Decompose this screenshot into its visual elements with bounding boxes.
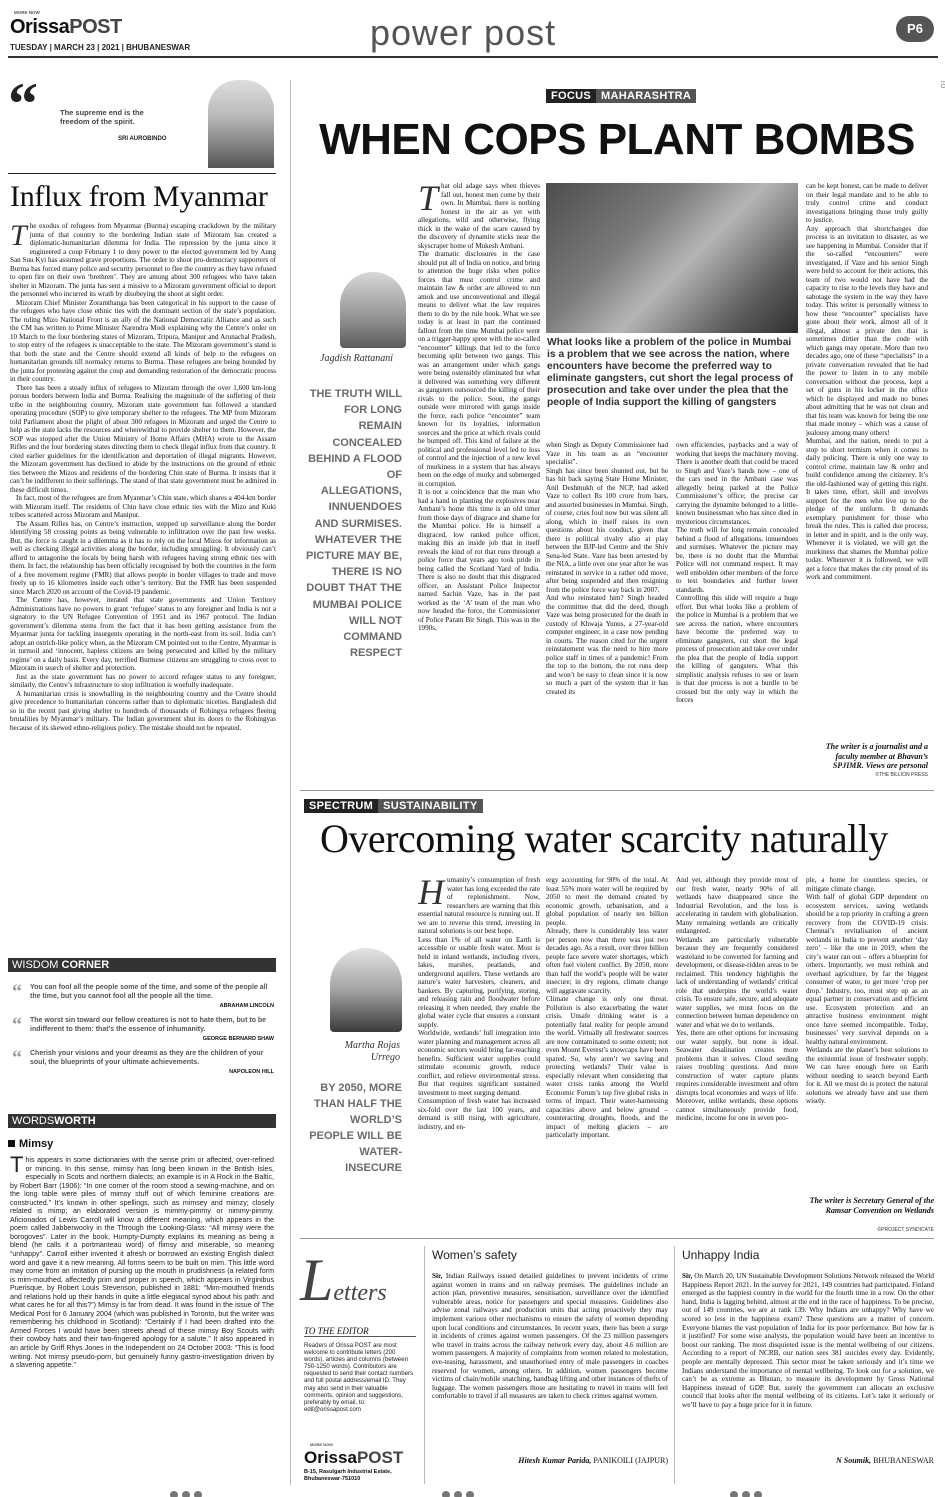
logo-tagline: MORE NOW [14,10,40,15]
focus-tag [546,86,696,104]
date-line: TUESDAY | MARCH 23 | 2021 | BHUBANESWAR [10,43,191,52]
spectrum-col1 [418,876,540,1234]
letter-body [432,1272,668,1454]
wisdom-list [12,981,274,1075]
photo-caption: What looks like a problem of the police in Mumbai is a problem that we see across the nation, where encounters have become the preferred way to eliminate gangsters, cut short the legal process of prosecution and take over under the plea that the people of India support the killing of gangsters [547,337,794,409]
spectrum-col2: ergy accounting for 90% of the total. At least 55% more water will be required by 2050 to meet the demand created by economic growth, urbanisation, and a global population of nearly ten billion people. Already, there is considerably less water per person now than there was just two decades ago. As a result, over three billion people face severe water shortages, which often fuel violent conflict. By 2050, more than half the world’s people will be water insecure; in dry regions, climate change will aggravate scarcity. Climate change is only one threat. Pollution is also exacerbating the water crisis. Unsafe drinking water is a potentially fatal reality for people around the world. Virtually all freshwater sources are now contaminated to some extent; not even Mount Everest’s snowcaps have been spared. So, why aren’t we saving and protecting wetlands? Their value is especially relevant when considering that water crisis ranks among the World Economic Forum’s top five global risks in terms of impact. Their water-harnessing capacities above and below ground – counteracting droughts, floods, and the impact of melting glaciers – are particularly important. [546,876,668,1139]
focus-bio: The writer is a journalist and a faculty member at Bhavan’s SPJIMR. Views are personal [825,742,928,770]
dropcap: T [418,182,439,218]
wisdom-text: You can fool all the people some of the time, and some of the people all the time, but you cannot fool all the people all the time. [30,984,268,1000]
editorial-paragraph: he exodus of refugees from Myanmar (Burma) escaping crackdown by the military junta of that country to the bordering Indian state of Mizoram has created a diplomatic-humanitarian dilemma for India. The repression by the junta since it engineered a coup February 1 to deny power to the elected government led by Aung San Suu Kyi has assumed grave proportions. The order to shoot pro-democracy supporters of Burma has forced many police and security personnel to flee the country as they have refused to open fire on their own ‘brethren’. They are among about 300 refugees who have taken shelter in Mizoram. The junta has sent a missive to a Mizoram government official to deport the personnel who incurred its wrath by disobeying the shoot at sight order. [10,222,276,298]
editorial-body [10,222,276,934]
wisdom-author: NAPOLEON HILL [229,1069,274,1075]
wisdom-heading [8,958,276,972]
spectrum-col4: ple, a home for countless species, or mitigate climate change. With half of global GDP dependent on ecosystem services, saving wetlands should be a top priority in crafting a green recovery from the COVID-19 crisis. Chennai’s revitalisation of ancient wetlands in India to prevent another ‘day zero’ – like the one in 2019, when the city’s water ran out – offers a blueprint for others. Importantly, we must rethink and overhaul agriculture, by far the biggest consumer of water, to get more ‘crop per drop.’ Industry, too, must step up as an equal partner in conservation and efficient use. Ecosystem protection and an attractive business environment might once have seemed incompatible. Today, businesses’ very survival depends on a healthy natural environment. Wetlands are the planet’s best solutions to the existential issue of freshwater supply. We can have enough here on Earth without needing to search beyond Earth for it. All we must do is protect the natural solutions we already have and use them wisely. [806,876,928,1105]
wisdom-author: ABRAHAM LINCOLN [219,1003,274,1009]
spectrum-tag [304,796,483,814]
quote-box [8,71,276,170]
spectrum-bio: The writer is Secretary General of the Ramsar Convention on Wetlands [809,1196,934,1215]
wisdom-author: GEORGE BERNARD SHAW [202,1036,274,1042]
letters-logo-tag: MORE NOW [310,1442,333,1447]
letters-address: B-15, Rasulgarh Industrial Estate, Bhubaneswar-751010 [304,1469,392,1482]
spectrum-credit: ©PROJECT SYNDICATE [877,1227,934,1233]
wisdom-item [12,1014,274,1042]
word-of-day [8,1138,53,1150]
focus-col3: own efficiencies, paybacks and a way of working that keeps the machinery moving. There is another death that could be traced to Singh and Vaze’s hands now – one of the cars used in the Ambani case was allegedly being parked at the Police Commissioner’s office; the precise car carrying the dynamite belonged to a little-known businessman who has since died in mysterious circumstances. The truth will for long remain concealed behind a flood of allegations, innuendoes and surmises. Whatever the picture may be, there is no doubt that the Mumbai Police will not command respect. It may well embolden other members of the force to test boundaries and further lower standards. Controlling this slide will require a huge effort. But what looks like a problem of the police in Mumbai is a problem that we see across the nation, where encounters have become the preferred way to eliminate gangsters, cut short the legal process of prosecution and take over under the plea that the people of India support the killing of gangsters. What this simplistic analysis refuses to see or learn is that due process is not a hurdle to be crossed but the only way in which the forces [676,441,798,704]
letter-salutation: Sir, [682,1272,693,1280]
focus-col2: when Singh as Deputy Commissioner had Vaze in his team as an “encounter specialist”. Singh has since been shunted out, but he has hit back saying State Home Minister, Anil Deshmukh of the NCP, had asked Vaze to collect Rs 100 crore from bars, and assorted businesses in Mumbai. Singh, of course, cries foul now but was silent all along, which in itself raises its own questions about his conduct, given that there is political rivalry also at play between the BJP-led Centre and the Shiv Sena-led State. Vaze has been arrested by the NIA, a little over one year after he was reinstated in service in a rather odd move, after being suspended and then resigning from the police force way back in 2007. And who reinstated him? Singh headed the committee that did the deed, though Vaze was being prosecuted for the death in custody of Khwaja Yunus, a 27-year-old computer engineer, in a case now pending in courts. The reason cited for the urgent reinstatement was the need to hire more police staff in times of a pandemic! From the top to the bottom, the rot runs deep and won’t be easy to clean since it is now so much a part of the system that it has created its [546,441,668,696]
focus-credit: ©THE BILLION PRESS [875,772,928,778]
side-labels [934,80,945,138]
spectrum-tag-b: SUSTAINABILITY [378,799,482,813]
wordsworth [8,1114,276,1486]
quote-text: The supreme end is the freedom of the spirit. [60,108,144,126]
column-divider [290,80,291,1485]
page-badge [896,16,934,42]
letter-title: Unhappy India [682,1248,760,1262]
signature-name: N Soumik, [835,1456,872,1465]
quote-author: SRI AUROBINDO [118,136,167,142]
focus-tag-b: MAHARASHTRA [596,89,696,103]
aurobindo-portrait [208,80,274,168]
rule [300,1238,934,1239]
logo-post: POST [356,1448,404,1467]
wordsworth-text: his appears in some dictionaries with the sense prim or affected, over-refined or mincing. In this sense, mimsy has long been known in the British Isles, especially in Scots and northern dialects; an example is in A Rock in the Baltic, by Robert Barr (1906): “In one corner of the room stood a sewing-machine, and on the long table were piles of mimsy stuff out of which feminine creations are constructed.” It’s known in other spellings, such as mimsey and mimzy; closely related is mimp; an elaborated version is mimmy-pimmy or nimmy-pimmy. Aficionados of Lewis Carroll will know a different meaning, which appears in the poem called Jabberwocky in the Through the Looking-Glass: “All mimsy were the borogoves”. Later in the book, Humpty-Dumpty explains its meaning as being a blend (he calls it a portmanteau word) of flimsy and miserable, so meaning “unhappy”. Carroll either invented it afresh or borrowed an existing English dialect word and gave it a new meaning. All forms seem to be built on mim. This little word may come from an imitation of pursing up the mouth in prudishness (a related form is mim-mouthed, affectedly prim and proper in speech, which appears in Virginibus Puerisque, by Robert Louis Stevenson, published in 1881: “Mim-mouthed friends and relations hold up their hands in quite a little elegiacal synod about his path: and what cares he for all this?”) Mimsy is far from dead. It was found in the issue of The Medical Post for 6 January 2004 (which was published in Toronto, but the writer was remembering his childhood in Scotland): “Certainly if I had been drafted into the Armed Forces I would have been streets ahead of these mimsy Boy Scouts with their cowboy hats and their two-fingered apology for a salute.” It also appeared in an article by Griff Rhys Jones in the Independent on 24 October 2003: “This is food writing. Not mimsy pseudo-porn, but genuinely funny gastro-investigation driven by a slavering appetite.” [10,1156,274,1370]
dropcap: T [10,222,27,252]
footer-dots-left [168,1486,204,1497]
dropcap: H [418,876,444,912]
focus-col1 [418,182,540,775]
masthead-logo[interactable] [10,16,122,38]
letter-1 [432,1248,668,1484]
spectrum-tag-a: SPECTRUM [304,799,378,813]
wisdom-item [12,981,274,1009]
letter-text: Indian Railways issued detailed guidelines to prevent incidents of crime against women in trains and on railway premises. The guidelines include an action plan, preventive measures, sensitisation, surveillance over the identified vulnerable areas, notice for passengers and special measures. Guidelines also advise zonal railways and production units that acting proactively they may implement various other mechanisms to ensure the safety of women depending upon local conditions and circumstances. In recent years, there has been a surge in incidents of crimes against women passengers. Of the 23 million passengers who travel in trains across the railway network every day, about 4.6 million are women passengers. A majority of complaints from women related to molestation, eve-teasing, harassment, and unauthorised entry of male passengers in coaches reserved for women, among others. In addition, women passengers become victims of chain/mobile snatching, handbag lifting and other instances of thefts of luggage. The women passengers those are hesitating to travel in trains will feel comfortable to travel if all measures are taken to check crimes against women. [432,1272,668,1401]
wisdom-text: The worst sin toward our fellow creatures is not to hate them, but to be indifferent to them: that’s the essence of inhumanity. [30,1017,267,1033]
dropcap: T [10,1156,24,1177]
letter-text: On March 20, UN Sustainable Development Solutions Network released the World Happiness Report 2021. In the survey for 2021, 149 countries had participated. Finland emerged as the happiest country in the world for the fourth time in a row. On the other hand, India is lagging behind, almost at the end in the race of happiness. To be precise, out of 149 countries, we are at rank 139. Why Indians are unhappy? Why have we scored so less in the happiness exam? These questions are a matter of concern. Everyone blames the vast population of India for its poor performance. But how far is it justified? For some wise analysts, the population would have been an incentive to boost our ranking. The most disquieted issue is the mental wellbeing of our citizens. According to a report of NCRB, our nation sees 381 suicides every day. Evidently, people are mentally depressed. This sector must be taken seriously and it’s time we Indians understand the importance of mental wellbeing. To look out for a solution, we can’t be as extreme as Bhutan, to measure its development by Gross National Happiness instead of GDP. But, surely the government can allocate an exclusive council that looks after the mental wellbeing of its citizens. Let’s take it seriously or we’ll have to pay a huge price for it in future. [682,1272,934,1409]
signature-place: BHUBANESWAR [873,1456,934,1465]
spectrum-col3: And yet, although they provide most of our fresh water, nearly 90% of all wetlands have disappeared since the Industrial Revolution, and the loss is accelerating in tandem with globalisation. Many remaining wetlands are critically endangered. Wetlands are particularly vulnerable because they are frequently considered wasteland to be converted for farming and development, or disease-ridden areas to be reclaimed. This tendency highlights the lack of understanding of wetlands’ critical role that underpins the world’s water crisis. To ensure safe, secure, and adequate water supplies, we must focus on the connection between human dependence on water and what we do to wetlands. Yes, there are other options for increasing our water supply, but none is ideal. Seawater desalination creates more problems than it solves. Cloud seeding raises troubling questions. And more construction of water capture plants requires considerable investment and often disrupts local economies and ways of life. Moreover, unlike wetlands, these options cannot simultaneously provide food, medicine, income for one in seven peo- [676,876,798,1122]
rule [300,790,934,791]
editorial-paragraph: Mizoram Chief Minister Zoramthanga has been categorical in his support to the cause of the refugees who have close ethnic ties with the dominant section of the state’s population. The ruling Mizo National Front is an ally of the National Democratic Alliance and as such the CM has written to Prime Minister Narendra Modi explaining why the Centre’s order on 10 March to the four bordering states of Mizoram, Tripura, Manipur and Arunachal Pradesh, to stop entry of the refugees is unacceptable to the state. The Mizoram government’s stand is that both the state and the Centre should extend all kinds of help to the refugees on humanitarian grounds till normalcy returns to Burma. These refugees are being hounded by the junta for protesting against the coup and demanding restoration of the democratic process in their country. [10,298,276,383]
focus-col1-text: hat old adage says when thieves fall out, honest men come by their own. In Mumbai, there is nothing honest in the air as yet with allegations, wild and otherwise, flying thick in the wake of the scare caused by the discovery of dynamite sticks near the skyscraper home of Mukesh Ambani. The dramatic disclosures in the case should put all of India on notice, and bring to attention the huge risks when police forces that must control crime and maintain law & order are allowed to run amok and use unconventional and illegal means to deliver what the law requires them to do by the rule book. What we see today is at least in part the continued fallout from the time Mumbai police went on a trigger-happy spree with the so-called “encounter” killings that led to the force becoming split between two gangs. This was an arrangement under which gangs were being ostensibly eliminated but what it delivered was something very different as gangsters outsourced the killing of their rivals to the police. Soon, the gangs outside were mirrored with gangs inside the force, each police “encounter” team known for its loyalties, information sources and the price at which rivals could be bumped off. This kind of failure at the political and professional level led to loss of control and the injection of a new level of murkiness in a system that has always been on the edge of murky and submerged in corruption. It is not a coincidence that the man who had a hand in planting the explosives near Ambani’s home this time is an old timer from those days of disgrace and shame for the Mumbai police. He is himself a disgraced, low ranked police officer, making this an inside job that in itself reveals the kind of rot that runs through a police force that years ago took pride in being called the Scotland Yard of India. There is also no doubt that this disgraced officer, an Assistant Police Inspector named Sachin Vaze, has in the past worked as the ‘A’ team of the man who now headed the force, the Commissioner of Police Param Bir Singh. This was in the 1990s, [418,182,540,632]
quote-mark-icon: “ [12,981,22,1003]
wordsworth-heading-a: WORDS [12,1115,55,1127]
vaze-photo [546,183,798,333]
section-title: power post [370,12,557,53]
letter-signature [682,1456,934,1465]
letter-body [682,1272,934,1454]
letter-signature [432,1456,668,1465]
column-divider [424,1246,425,1484]
editorial-paragraph: A humanitarian crisis is snowballing in the neighbouring country and the Centre should give precedence to humanitarian concerns rather than to diplomatic niceties. Bangladesh did so in the recent past giving shelter to hundreds of thousands of Rohingya refugees fleeing brutalities by Myanmar’s military. The Indian government shut its doors to the Rohingyas because of its skewed ethno-religious policy. The mistake should not be repeated. [10,689,276,732]
rule [8,173,276,174]
logo-post: POST [69,16,122,38]
letter-title: Women’s safety [432,1248,517,1262]
page-badge-label: P6 [907,21,923,36]
wordsworth-heading [8,1114,276,1128]
word-title: Mimsy [19,1138,54,1150]
editorial-paragraph: In fact, most of the refugees are from Myanmar’s Chin state, which shares a 404-km border with Mizoram itself. The residents of Chin have close ethnic ties with the Mizo and Kuki tribes scattered across Mizoram and Manipur. [10,494,276,519]
editorial-paragraph: The Assam Rifles has, on Centre’s instruction, stepped up surveillance along the border identifying 58 crossing points as being vulnerable to infiltration over the past few weeks. But, the force is caught in a dilemma as it has to rely on the local Mizos for information as well as checking illegal activities along the border, including smuggling. It obviously can’t afford to antagonise the locals by being harsh with refugees having strong ethnic ties with them. In fact, the relationship has been officially recognised by both the countries in the form of a free movement regime (FMR) that allows people in border villages to trade and move freely up to 16 kilometres inside each other’s territory. But the FMR has been suspended since March 2020 on account of the Covid-19 pandemic. [10,519,276,596]
wisdom-heading-b: CORNER [61,959,110,971]
focus-col4: can be kept honest, can be made to deliver on their legal mandate and to be able to truly control crime and conduct investigations bringing those truly guilty to justice. Any approach that shortchanges due process is an invitation to disaster, as we see happening in Mumbai. Consider that if the so-called “encounters” were investigated, if Vaze and his senior Singh were held to account for their actions, this team of two would not have had the capacity to rise to the levels they have and sabotage the system in the way they have today. This writer is personally witness to how these “encounter” specialists have gone about their work, almost all of it illegal, almost a private den that is sometimes dirtier than the code with which gangs may operate. More than two decades ago, one of these “specialists” in a private conversation revealed that he had the power to listen in to any mobile conversation without due process, kept a set of guns in his locker in the office which he displayed and made no bones about admitting that he was not clean and that his team was known for being the one that made money – which was a cause of jealousy among many others! Mumbai, and the nation, needs to put a stop to short termism when it comes to daily policing. There is only one way to control crime, maintain law & order and build confidence among the citizenry. It’s the old-fashioned way of getting this right. It takes time, effort, skill and involves support for the men who live up to the pledge of the uniform. It demands exemplary punishment for those who break the rules. This is called due process, in letter and in spirit, and is the only way. Whenever it is violated, we will get the murkiness that shames the Mumbai police today. Whenever it is followed, we will get a force that makes the city proud of its work and commitment. [806,182,928,581]
masthead-rule [8,56,938,58]
focus-author: Jagdish Rattanani [320,353,394,364]
letters-title-cap: L [300,1247,334,1313]
signature-name: Hitesh Kumar Parida, [518,1456,592,1465]
column-divider [674,1246,675,1484]
masthead [8,6,938,64]
letter-2 [682,1248,934,1484]
focus-tag-a: FOCUS [546,89,596,103]
focus-headline: WHEN COPS PLANT BOMBS [319,115,915,164]
author-photo-rattanani [340,272,406,348]
quote-mark-icon: “ [8,71,38,137]
author-line: Urrego [370,1052,400,1063]
letter-salutation: Sir, [432,1272,443,1280]
signature-place: PANIKOILI (JAJPUR) [593,1456,668,1465]
editorial-title: Influx from Myanmar [10,180,268,213]
wisdom-item [12,1047,274,1075]
editorial-paragraph: There has been a steady influx of refugees to Mizoram through the over 1,600 km-long porous borders between India and Burma. Realising the magnitude of the suffering of their tribe in the neighbouring country, Mizoram state government has followed a standard operating procedure (SOP) to give temporary shelter to the refugees. The MP from Mizoram told Parliament about the plight of about 300 refugees in Mizoram and urged the Centre to help as the state lacks the resources and wherewithal to provide shelter to them. However, the SOP was stopped after the Union Ministry of Home Affairs (MHA) wrote to the Assam Rifles and the four bordering states directing them to check illegal influx from that country. It cited earlier guidelines for the identification and deportation of illegal migrants. However, the Mizoram government has declined to abide by the instructions on the ground of ethnic ties between the Mizos and residents of the bordering Chin state of Burma. It insists that it can’t be indifferent to their sufferings. The stand of that state government must be admired in these difficult times. [10,383,276,494]
editorial-paragraph: The Centre has, however, iterated that state governments and Union Territory Administrations have no powers to grant ‘refugee’ status to any foreigner and India is not a signatory to the UN Refugee Convention of 1951 and its 1967 protocol. The Indian government’s dilemma stems from the fact that it has been getting assistance from the Myanmar junta for tackling insurgents operating in the north-east from its soil. India can’t adopt an ostrich-like policy when, as the Mizoram CM pointed out to the Centre, Myanmar is in turmoil and ‘innocent, hapless citizens are being persecuted and killed by the military regime’ on a daily basis. Every day, terrified Burmese citizens are struggling to cross over to Mizoram in search of shelter and protection. [10,596,276,672]
author-line: Martha Rojas [344,1040,400,1051]
square-bullet-icon [8,1140,15,1147]
letters-panel [300,1246,420,1486]
letters-title [300,1247,387,1313]
spectrum-col1-text: umanity’s consumption of fresh water has long exceeded the rate of replenishment. Now, researchers are warning that this essential natural resource is running out. If we are to reverse this trend, investing in natural solutions is our best hope. Less than 1% of all water on Earth is accessible or usable fresh water. Most is held in inland wetlands, including rivers, lakes, marshes, peatlands, and underground aquifers. These wetlands are nature’s water harvesters, cleaners, and bankers. By capturing, purifying, storing, and releasing rain and floodwater before releasing it when needed, they enable the global water cycle that ensures a constant supply. Worldwide, wetlands’ full integration into water planning and management across all economic sectors would bring far-reaching benefits. Sufficient water supplies could stimulate economic growth, reduce conflict, and relieve environmental stress. But that requires significant sustained investment to meet surging demand. Consumption of fresh water has increased six-fold over the last 100 years, and demand is still rising, with agriculture, industry, and en- [418,876,540,1131]
spectrum-author [320,1040,400,1064]
editorial-paragraph: Just as the state government has no power to accord refugee status to any foreigner, similarly, the Centre’s infrastructure to stop infiltration is woefully inadequate. [10,672,276,689]
wisdom-text: Cherish your visions and your dreams as they are the children of your soul, the blueprints of your ultimate achievements. [30,1050,264,1066]
spectrum-headline: Overcoming water scarcity naturally [320,816,888,861]
logo-orissa: Orissa [10,16,70,38]
logo-orissa: Orissa [304,1448,357,1467]
wisdom-heading-a: WISDOM [12,959,59,971]
wordsworth-body [10,1156,274,1486]
focus-pullquote: THE TRUTH WILL FOR LONG REMAIN CONCEALED BEHIND A FLOOD OF ALLEGATIONS, INNUENDOES AND SURMISES. WHATEVER THE PICTURE MAY BE, THERE IS NO DOUBT THAT THE MUMBAI POLICE WILL NOT COMMAND RESPECT [306,388,402,660]
author-photo-rojas [330,948,402,1032]
letters-logo [304,1448,403,1467]
side-label: TO [939,80,945,89]
letters-title-rest: etters [333,1280,387,1306]
letters-blurb: Readers of Orissa POST are most welcome to contribute letters (200 words), articles and columns (between 750-1250 words). Contributors are requested to send their contact numbers and full postal address/email ID. They may also send in their valuable comments, opinion and suggestions, preferably by email, to: edit@orissapost.com [304,1342,414,1413]
footer-dots-center [440,1486,476,1497]
spectrum-pullquote: BY 2050, MORE THAN HALF THE WORLD’S PEOPLE WILL BE WATER-INSECURE [309,1082,402,1174]
letters-subtitle: TO THE EDITOR [304,1326,416,1337]
quote-mark-icon: “ [12,1014,22,1036]
wisdom-corner [8,958,276,1106]
wordsworth-heading-b: WORTH [54,1115,96,1127]
quote-mark-icon: “ [12,1047,22,1069]
footer-dots-right [728,1486,764,1497]
